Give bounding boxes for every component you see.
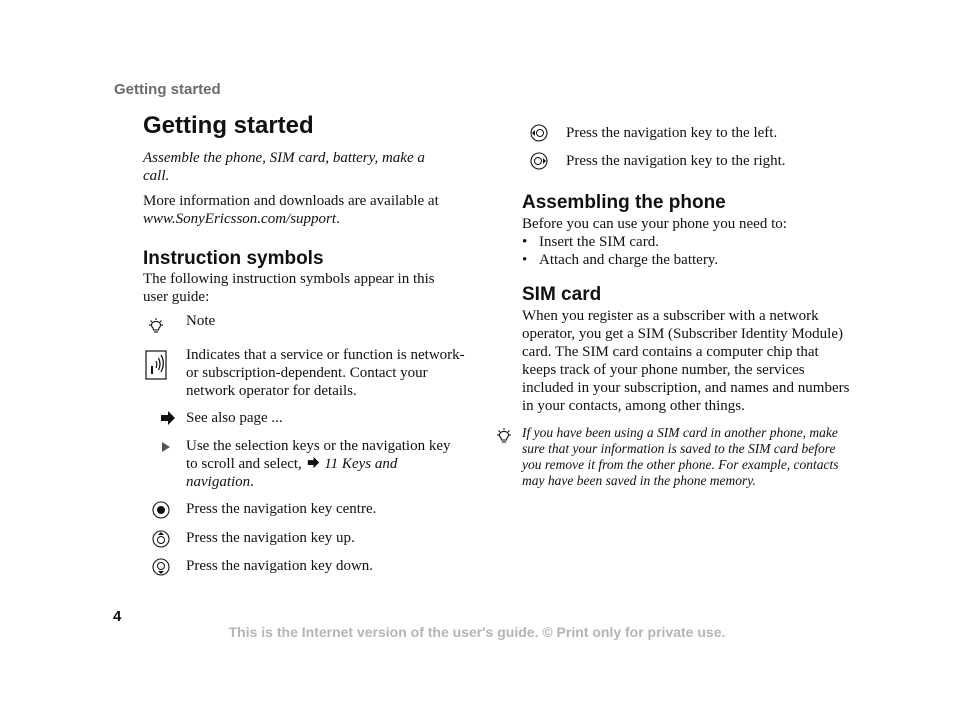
more-info-suffix: . [336, 211, 340, 227]
running-header: Getting started [114, 81, 221, 98]
triangle-right-icon [161, 441, 171, 453]
network-service-icon [145, 350, 167, 380]
symbol-nav-up-text: Press the navigation key up. [186, 530, 355, 546]
assembling-list [522, 233, 857, 269]
list-item: • Insert the SIM card. [522, 233, 857, 251]
selection-text-prefix: Use the selection keys or the navigation key to scroll and select, [186, 438, 451, 472]
nav-up-icon [151, 529, 171, 549]
arrow-right-icon [160, 410, 176, 426]
sim-card-note: If you have been using a SIM card in another phone, make sure that your information is saved to the SIM card before you remove it from the other phone. For example, contacts may have been saved in the phone memory. [522, 425, 839, 488]
symbol-note-text: Note [186, 313, 216, 329]
lightbulb-icon [494, 427, 514, 447]
lightbulb-icon [146, 317, 166, 337]
symbol-selection-text [186, 437, 461, 491]
symbol-see-also-text: See also page ... [186, 410, 283, 426]
page-subtitle: Assemble the phone, SIM card, battery, make a call. [143, 150, 425, 184]
more-info-prefix: More information and downloads are available at [143, 193, 439, 209]
page-number: 4 [113, 608, 122, 625]
nav-centre-icon [151, 500, 171, 520]
instruction-symbols-heading: Instruction symbols [143, 248, 324, 269]
footer-notice: This is the Internet version of the user's guide. © Print only for private use. [228, 624, 726, 640]
more-info-paragraph [143, 192, 453, 228]
page-title: Getting started [143, 112, 314, 139]
arrow-right-icon [306, 456, 321, 469]
symbol-nav-left-text: Press the navigation key to the left. [566, 125, 778, 141]
assembling-heading: Assembling the phone [522, 192, 726, 213]
sim-card-body: When you register as a subscriber with a network operator, you get a SIM (Subscriber Identity Module) card. The SIM card contains a computer chip that keeps track of your phone number, the services included in your subscription, and names and numbers in your contacts, among other things. [522, 308, 850, 414]
symbol-nav-down-text: Press the navigation key down. [186, 558, 374, 574]
nav-down-icon [151, 557, 171, 577]
selection-text-suffix: . [250, 474, 254, 490]
symbol-nav-right-text: Press the navigation key to the right. [566, 153, 786, 169]
assembling-intro: Before you can use your phone you need to: [522, 216, 787, 232]
keys-navigation-link[interactable]: 11 Keys and navigation [186, 456, 398, 490]
symbol-network-text: Indicates that a service or function is network- or subscription-dependent. Contact your network operator for details. [186, 347, 465, 399]
nav-left-icon [529, 123, 549, 143]
sim-card-heading: SIM card [522, 284, 602, 305]
symbol-nav-centre-text: Press the navigation key centre. [186, 501, 377, 517]
instruction-symbols-intro: The following instruction symbols appear in this user guide: [143, 271, 435, 305]
support-link[interactable]: www.SonyEricsson.com/support [143, 211, 337, 227]
list-item: • Attach and charge the battery. [522, 251, 857, 269]
nav-right-icon [529, 151, 549, 171]
